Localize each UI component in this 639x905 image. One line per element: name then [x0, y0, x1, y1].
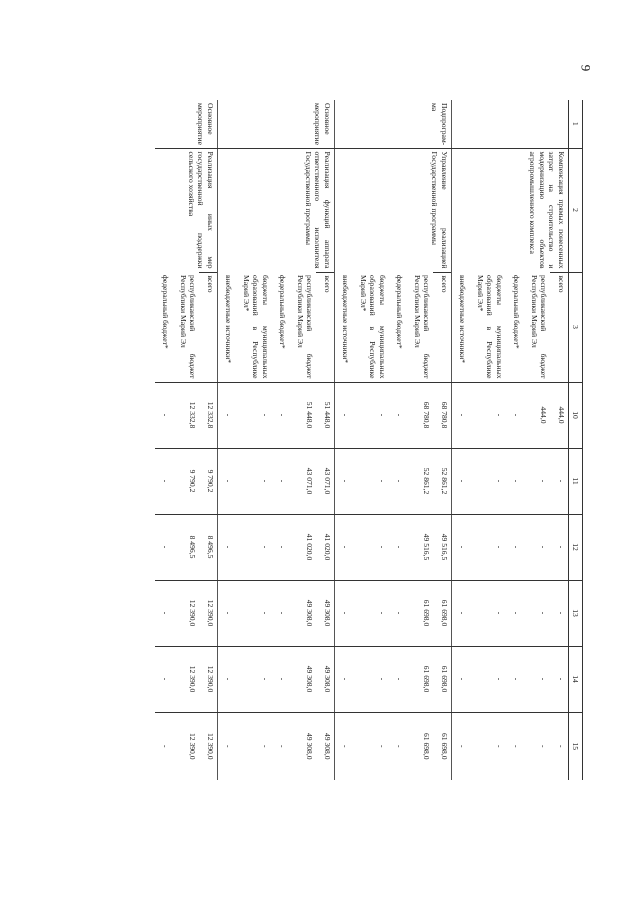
amount-cell: -: [235, 448, 271, 514]
funding-source-cell: республиканский бюджет Республики Марий Эл: [529, 275, 549, 379]
amount-cell: -: [334, 382, 352, 448]
funding-source-cell: бюджеты муниципальных образований в Республике Марий Эл*: [241, 275, 270, 379]
amount-cell: -: [334, 514, 352, 580]
amount-cell: -: [352, 580, 388, 646]
funding-source-cell: внебюджетные источники*: [341, 275, 351, 364]
activity-name-cell: Реализация иных мер государственной поддержки сельского хозяйства: [155, 148, 217, 272]
amount-cell: 12 390,0: [172, 646, 199, 712]
amount-cell: -: [469, 514, 505, 580]
amount-cell: 61 698,0: [406, 580, 433, 646]
funding-source-cell: внебюджетные источники*: [224, 275, 234, 364]
activity-type-cell: Основное мероприятие: [217, 100, 334, 148]
amount-cell: -: [352, 514, 388, 580]
amount-cell: -: [235, 580, 271, 646]
amount-cell: -: [451, 580, 469, 646]
amount-cell: -: [235, 382, 271, 448]
header-cell: 3: [568, 272, 582, 382]
amount-cell: -: [550, 646, 568, 712]
amount-cell: -: [506, 448, 523, 514]
amount-cell: -: [389, 646, 406, 712]
amount-cell: -: [506, 382, 523, 448]
amount-cell: -: [506, 580, 523, 646]
funding-source-cell: бюджеты муниципальных образований в Республике Марий Эл*: [358, 275, 387, 379]
table-row: [433, 100, 451, 780]
table-body: [155, 100, 568, 780]
activity-type-cell: [451, 100, 568, 148]
amount-cell: 41 020,0: [316, 514, 334, 580]
amount-cell: -: [523, 712, 550, 780]
amount-cell: 49 308,0: [316, 646, 334, 712]
amount-cell: 444,0: [550, 382, 568, 448]
amount-cell: -: [352, 712, 388, 780]
amount-cell: 61 698,0: [433, 646, 451, 712]
amount-cell: -: [550, 712, 568, 780]
amount-cell: 61 698,0: [433, 580, 451, 646]
amount-cell: -: [217, 448, 235, 514]
amount-cell: -: [334, 448, 352, 514]
table-row: [316, 100, 334, 780]
table-row: [199, 100, 217, 780]
amount-cell: 49 516,5: [406, 514, 433, 580]
amount-cell: -: [217, 580, 235, 646]
amount-cell: 68 780,8: [433, 382, 451, 448]
amount-cell: -: [235, 514, 271, 580]
amount-cell: -: [352, 448, 388, 514]
amount-cell: -: [469, 448, 505, 514]
table-header-row: [568, 100, 582, 780]
header-cell: 15: [568, 712, 582, 780]
amount-cell: -: [217, 712, 235, 780]
amount-cell: -: [523, 514, 550, 580]
header-cell: 2: [568, 148, 582, 272]
amount-cell: 51 448,0: [316, 382, 334, 448]
amount-cell: -: [550, 448, 568, 514]
header-cell: 1: [568, 100, 582, 148]
amount-cell: -: [523, 646, 550, 712]
amount-cell: 12 332,8: [172, 382, 199, 448]
amount-cell: 49 308,0: [289, 580, 316, 646]
amount-cell: -: [451, 712, 469, 780]
amount-cell: -: [451, 514, 469, 580]
amount-cell: -: [334, 580, 352, 646]
amount-cell: -: [469, 382, 505, 448]
amount-cell: 49 516,5: [433, 514, 451, 580]
amount-cell: -: [352, 382, 388, 448]
amount-cell: 12 390,0: [199, 712, 217, 780]
amount-cell: 12 332,8: [199, 382, 217, 448]
amount-cell: -: [217, 382, 235, 448]
amount-cell: 43 071,0: [289, 448, 316, 514]
amount-cell: -: [334, 646, 352, 712]
amount-cell: -: [334, 712, 352, 780]
funding-source-cell: федеральный бюджет*: [161, 275, 171, 349]
amount-cell: -: [523, 580, 550, 646]
amount-cell: 61 698,0: [406, 646, 433, 712]
amount-cell: -: [217, 646, 235, 712]
activity-name-cell: Компенсация прямых понесенных затрат на строительство и модернизацию объектов агропромышленного комплекса: [451, 148, 568, 272]
header-cell: 11: [568, 448, 582, 514]
activity-name-cell: Управление реализацией Государственной программы: [334, 148, 451, 272]
amount-cell: -: [272, 448, 289, 514]
amount-cell: 52 861,2: [433, 448, 451, 514]
funding-source-cell: всего: [550, 272, 568, 382]
funding-source-cell: всего: [433, 272, 451, 382]
amount-cell: -: [469, 580, 505, 646]
funding-source-cell: федеральный бюджет*: [278, 275, 288, 349]
amount-cell: 43 071,0: [316, 448, 334, 514]
amount-cell: -: [272, 580, 289, 646]
funding-source-cell: всего: [316, 272, 334, 382]
amount-cell: 12 390,0: [199, 646, 217, 712]
header-cell: 10: [568, 382, 582, 448]
table-row: [550, 100, 568, 780]
amount-cell: -: [469, 712, 505, 780]
amount-cell: -: [155, 580, 172, 646]
amount-cell: 9 790,2: [172, 448, 199, 514]
amount-cell: -: [155, 712, 172, 780]
amount-cell: -: [451, 646, 469, 712]
amount-cell: 49 308,0: [289, 646, 316, 712]
amount-cell: -: [272, 646, 289, 712]
amount-cell: -: [155, 382, 172, 448]
amount-cell: -: [550, 580, 568, 646]
amount-cell: 49 308,0: [289, 712, 316, 780]
amount-cell: -: [155, 514, 172, 580]
amount-cell: -: [469, 646, 505, 712]
page-number: 9: [578, 64, 594, 72]
amount-cell: -: [523, 448, 550, 514]
amount-cell: 9 790,2: [199, 448, 217, 514]
amount-cell: -: [235, 646, 271, 712]
funding-source-cell: республиканский бюджет Республики Марий Эл: [295, 275, 315, 379]
amount-cell: -: [235, 712, 271, 780]
amount-cell: -: [272, 514, 289, 580]
amount-cell: 68 780,8: [406, 382, 433, 448]
funding-source-cell: федеральный бюджет*: [395, 275, 405, 349]
activity-name-cell: Реализация функций аппарата ответственного исполнителя Государственной программы: [217, 148, 334, 272]
amount-cell: -: [352, 646, 388, 712]
amount-cell: 49 308,0: [316, 580, 334, 646]
amount-cell: -: [389, 514, 406, 580]
amount-cell: 8 496,5: [199, 514, 217, 580]
amount-cell: -: [389, 382, 406, 448]
funding-source-cell: внебюджетные источники*: [458, 275, 468, 364]
amount-cell: 8 496,5: [172, 514, 199, 580]
amount-cell: -: [389, 712, 406, 780]
amount-cell: -: [272, 382, 289, 448]
amount-cell: -: [155, 448, 172, 514]
funding-source-cell: федеральный бюджет*: [512, 275, 522, 349]
amount-cell: -: [389, 448, 406, 514]
funding-source-cell: республиканский бюджет Республики Марий Эл: [412, 275, 432, 379]
amount-cell: 12 390,0: [172, 580, 199, 646]
amount-cell: 49 308,0: [316, 712, 334, 780]
amount-cell: -: [272, 712, 289, 780]
activity-type-cell: Подпрограм- ма: [334, 100, 451, 148]
amount-cell: 12 390,0: [172, 712, 199, 780]
amount-cell: 444,0: [523, 382, 550, 448]
amount-cell: -: [217, 514, 235, 580]
amount-cell: -: [451, 382, 469, 448]
header-cell: 14: [568, 646, 582, 712]
funding-source-cell: республиканский бюджет Республики Марий Эл: [178, 275, 198, 379]
amount-cell: -: [389, 580, 406, 646]
activity-type-cell: Основное мероприятие: [155, 100, 217, 148]
amount-cell: 61 698,0: [433, 712, 451, 780]
amount-cell: -: [506, 514, 523, 580]
funding-source-cell: всего: [199, 272, 217, 382]
amount-cell: 52 861,2: [406, 448, 433, 514]
amount-cell: 12 390,0: [199, 580, 217, 646]
budget-table: [155, 100, 583, 780]
amount-cell: -: [506, 646, 523, 712]
header-cell: 12: [568, 514, 582, 580]
funding-source-cell: бюджеты муниципальных образований в Республике Марий Эл*: [475, 275, 504, 379]
amount-cell: -: [506, 712, 523, 780]
amount-cell: -: [451, 448, 469, 514]
rotated-page-content: [123, 100, 583, 780]
amount-cell: 51 448,0: [289, 382, 316, 448]
header-cell: 13: [568, 580, 582, 646]
amount-cell: -: [550, 514, 568, 580]
amount-cell: 41 020,0: [289, 514, 316, 580]
amount-cell: 61 698,0: [406, 712, 433, 780]
amount-cell: -: [155, 646, 172, 712]
